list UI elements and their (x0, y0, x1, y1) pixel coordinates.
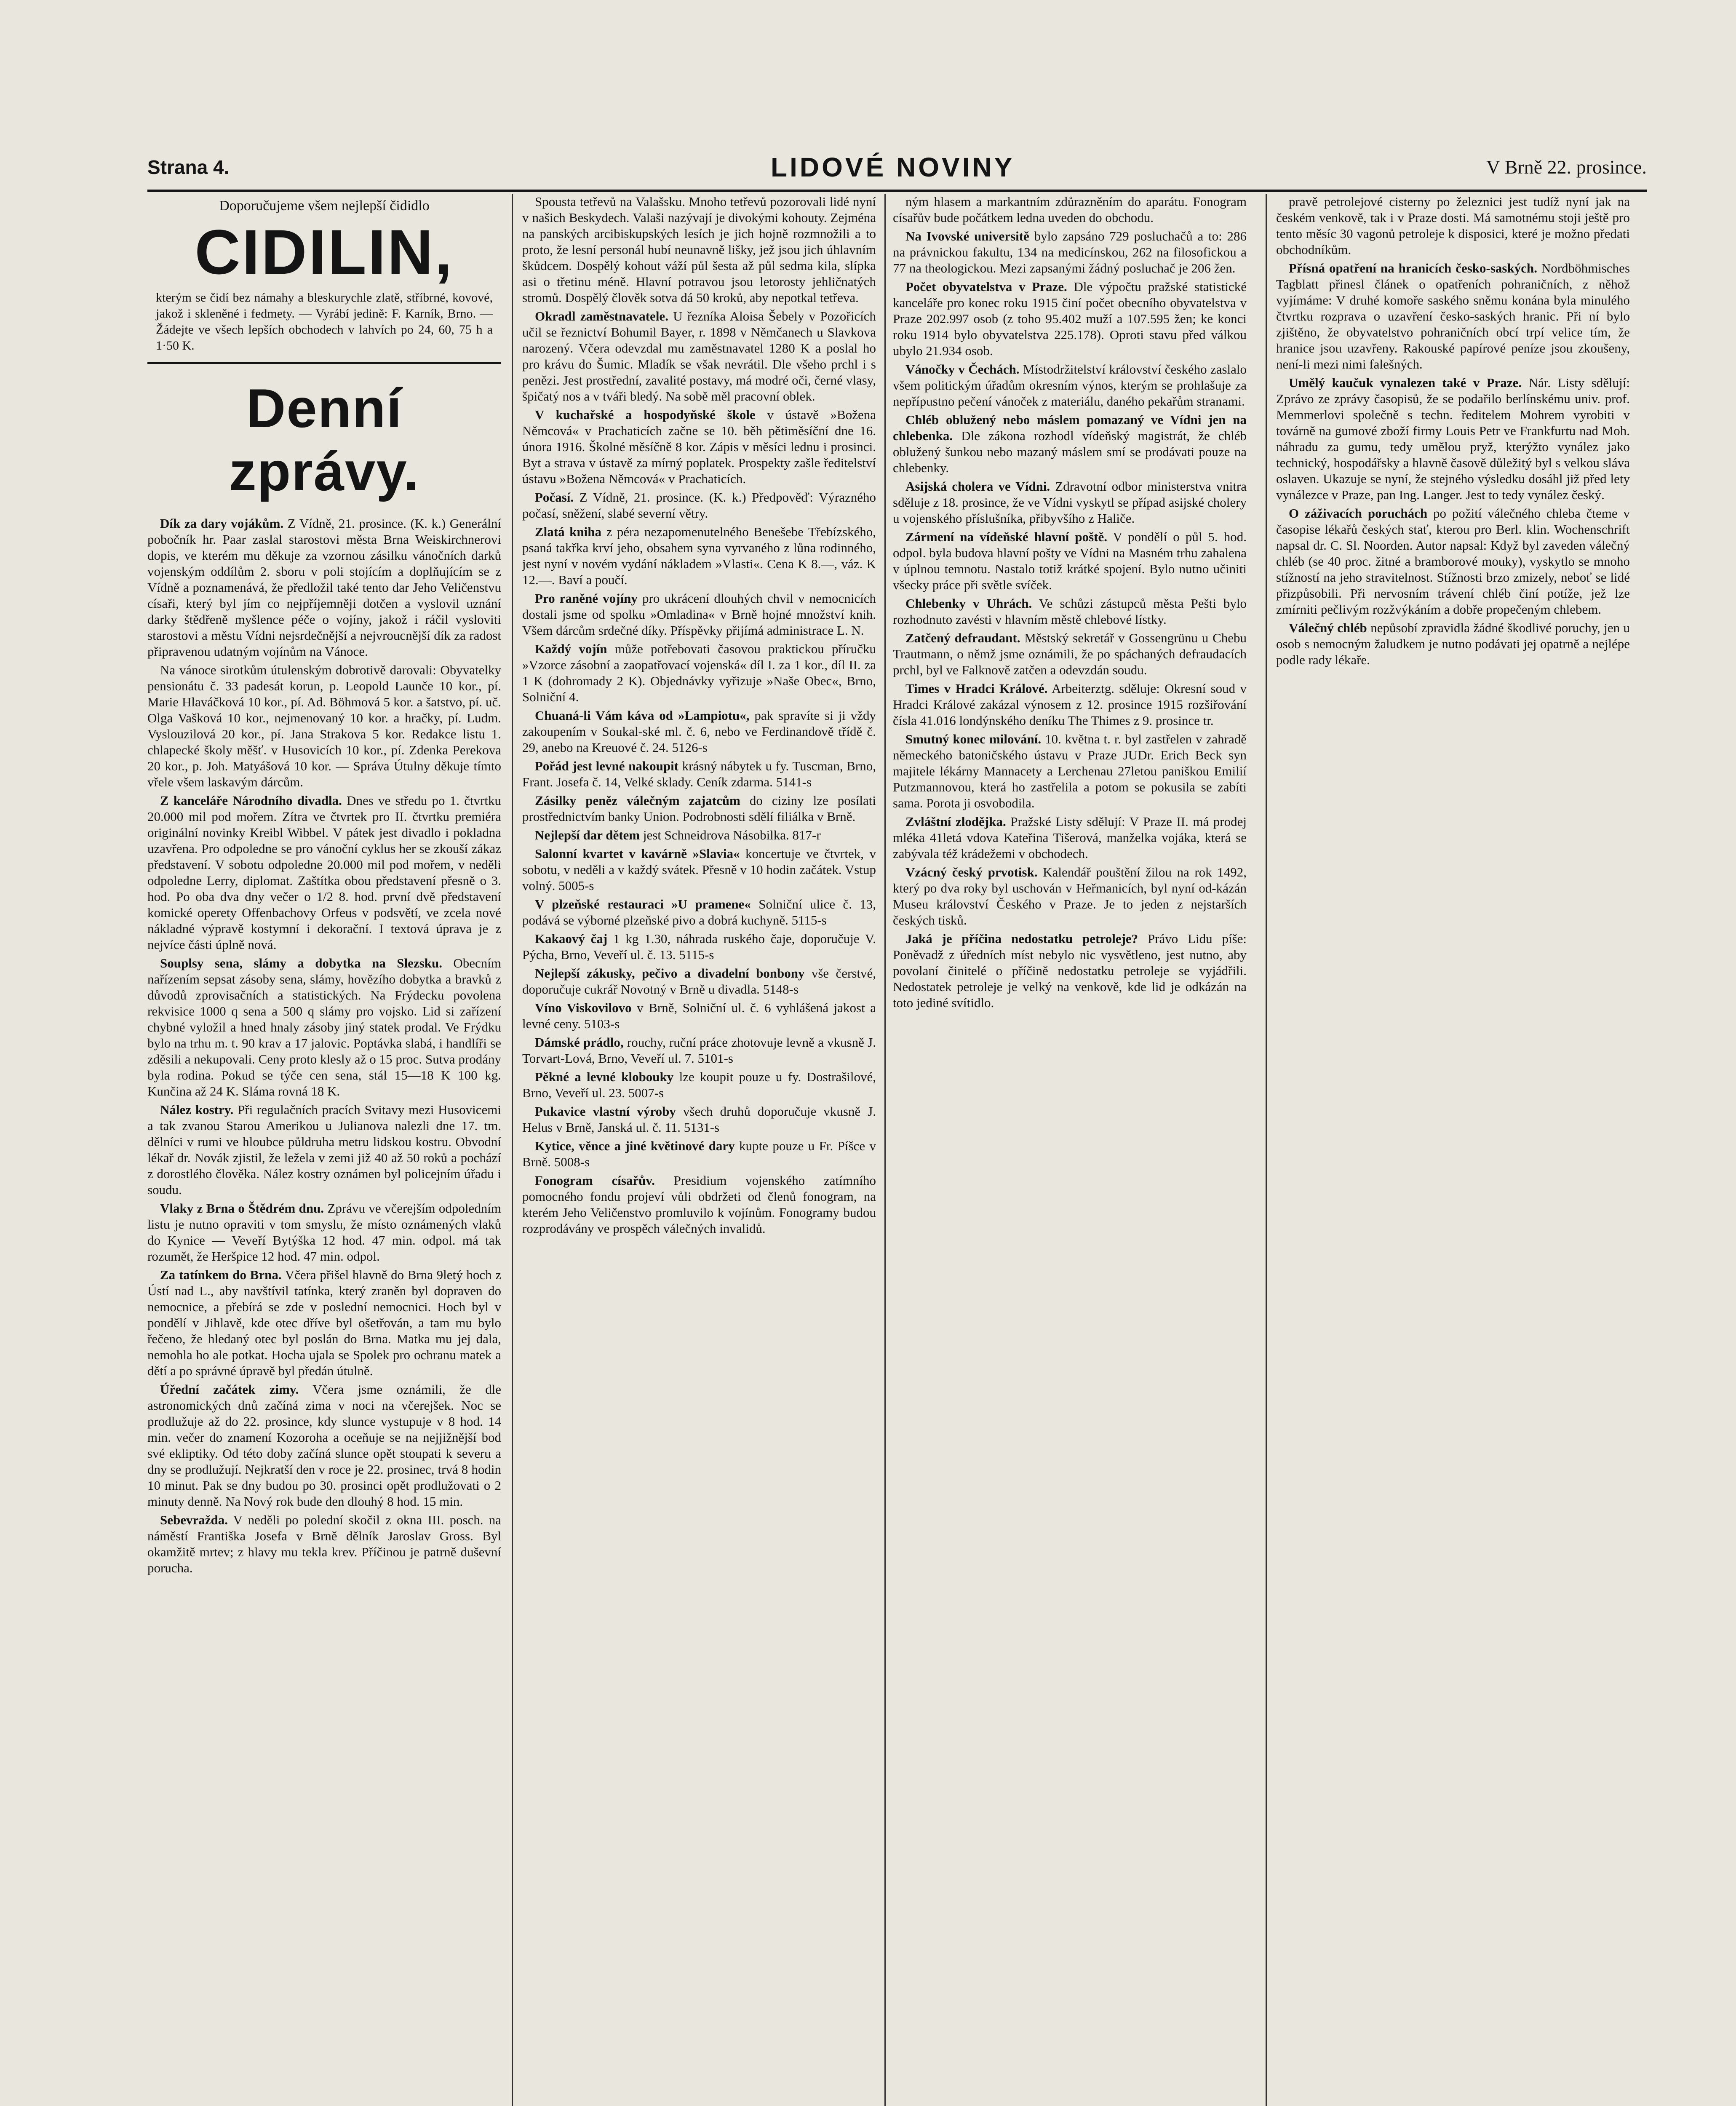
article-paragraph (893, 228, 1247, 276)
newspaper-title: LIDOVÉ NOVINY (771, 152, 1015, 182)
article-heading: Kytice, věnce a jiné květinové dary (535, 1139, 735, 1153)
article-text: Nár. Listy sdělují: Zprávo ze zprávy časopisů, že se podařilo berlínskému univ. prof. Memmerlovi společně s techn. ředitelem Mohrem vyrobiti v továrně na gumové zboží firmy Louis Petr ve Frankfurtu nad Moh. náhradu za gumu, tedy umělou pryž, kterýžto vynález jako technický, hospodářsky a hlavně časově důležitý byl s velkou sláva oslaven. Ukazuje se nyní, že stejného výsledku dosáhl již před lety vynálezce v Praze, pan Ing. Langer. Jest to tedy vynález český. (1276, 375, 1630, 502)
column-rule (1266, 194, 1267, 2106)
column-3 (893, 194, 1247, 2106)
article-text: může potřebovati časovou praktickou příručku »Vzorce zásobní a zaopatřovací vojenská« díl I. za 1 kor., díl II. za 1 K (dohromady 2 K). Objednávky vyřizuje »Naše Obec«, Brno, Solniční 4. (522, 641, 876, 704)
column-4-articles (1276, 194, 1630, 668)
article-heading: Kakaový čaj (535, 931, 608, 946)
article-paragraph (522, 194, 876, 306)
article-text: V neděli po polední skočil z okna III. posch. na náměstí Františka Josefa v Brně dělník Jaroslav Gross. Byl okamžitě mrtev; z hlavy mu tekla krev. Příčinou je patrně duševní porucha. (147, 1513, 501, 1575)
article-paragraph (522, 931, 876, 963)
article-text: Na vánoce sirotkům útulenským dobrotivě darovali: Obyvatelky pensionátu č. 33 padesát korun, p. Leopold Launče 10 kor., pí. Marie Hlaváčková 10 kor., pí. Ad. Böhmová 5 kor. a šatstvo, pí. uč. Olga Vašková 10 kor., nejmenovaný 10 kor. a hračky, pí. Ludm. Vyslouzilová 20 kor., pí. Jana Strakova 5 kor. Redakce listu 1. chlapecké školy měšť. v Husovicích 10 kor., pí. Zdenka Perekova 20 kor., p. Joh. Matyášová 10 kor. — Správa Útulny děkuje tímto vřele všem laskavým dárcům. (147, 663, 501, 789)
article-heading: Times v Hradci Králové. (905, 681, 1048, 696)
article-heading: Okradl zaměstnavatele. (535, 309, 668, 323)
article-heading: Z kanceláře Národního divadla. (160, 793, 342, 808)
article-paragraph (147, 1102, 501, 1198)
article-paragraph (1276, 620, 1630, 668)
dateline: V Brně 22. prosince. (1486, 156, 1647, 178)
article-heading: Salonní kvartet v kavárně »Slavia« (535, 846, 740, 861)
article-heading: Umělý kaučuk vynalezen také v Praze. (1289, 375, 1522, 390)
article-heading: Chléb oblužený nebo máslem pomazaný ve Vídni jen na chlebenka. (893, 412, 1247, 443)
article-heading: Na Ivovské universitě (905, 229, 1029, 243)
article-text: krásný nábytek u fy. Tuscman, Brno, Frant. Josefa č. 14, Velké sklady. Ceník zdarma. 5141-s (522, 759, 876, 789)
article-text: V pondělí o půl 5. hod. odpol. byla budova hlavní pošty ve Vídni na Masném trhu zahalena v úplnou temnotu. Nastalo totiž krátké spojení. Bylo nutno učiniti všecky práce při světle svíček. (893, 529, 1247, 592)
article-heading: Fonogram císařův. (535, 1173, 655, 1188)
article-text: Zdravotní odbor ministerstva vnitra sděluje z 18. prosince, že ve Vídni vyskytl se případ asijské cholery u vojenského příslušníka, přibyvšího z Haliče. (893, 479, 1247, 526)
column-1 (147, 194, 501, 2106)
article-heading: Pukavice vlastní výroby (535, 1104, 676, 1119)
column-3-articles (893, 194, 1247, 1011)
article-text: do ciziny lze posílati prostřednictvím banky Union. Podrobnosti sdělí filiálka v Brně. (522, 793, 876, 824)
article-heading: Pořád jest levné nakoupit (535, 759, 679, 773)
article-text: ným hlasem a markantním zdůrazněním do aparátu. Fonogram císařův bude počátkem ledna uveden do obchodu. (893, 194, 1247, 225)
article-paragraph (893, 361, 1247, 409)
article-paragraph (522, 896, 876, 928)
article-text: U řezníka Aloisa Šebely v Pozořicích učil se řeznictví Bohumil Bayer, r. 1898 v Němčanech u Slavkova narozený. Včera odevzdal mu zaměstnavatel 1280 K a poslal ho pro krávu do Šumic. Mladík se však nevrátil. Dle všeho prchl i s penězi. Jest prostřední, zavalité postavy, má modré oči, černé vlasy, špičatý nos a v tváři bledý. Na sobě měl pracovní oblek. (522, 309, 876, 404)
article-paragraph (147, 1267, 501, 1379)
article-text: jest Schneidrova Násobilka. 817-r (643, 828, 821, 842)
article-paragraph (522, 1173, 876, 1237)
article-paragraph (147, 1382, 501, 1510)
article-text: Obecním nařízením sepsat zásoby sena, slámy, hovězího dobytka a bravků z důvodů zprovisačních a statistických. Na Frýdecku povolena rekvisice 1000 q sena a 500 q slámy pro vojsko. Lid si zařízení chybné vyložil a hned hnaly zásoby jiný statek prodal. Ve Frýdku bylo na trhu m. t. 90 krav a 17 jalovic. Poptávka slabá, i handlíři se zděsili a nekupovali. Ceny proto klesly až o 15 proc. Sutva prodány byla rodina. Pokud se týče cen sena, stál 15—18 K 100 kg. Kunčina až 24 K. Sláma rovná 18 K. (147, 956, 501, 1098)
article-text: Kalendář pouštění žilou na rok 1492, který po dva roky byl uschován v Heřmanicích, byl nyní od-kázán Museu království Českého v Praze. Je to jeden z nejstarších českých tisků. (893, 865, 1247, 927)
article-paragraph (893, 412, 1247, 476)
article-heading: Smutný konec milování. (905, 732, 1042, 746)
article-text: rouchy, ruční práce zhotovuje levně a vkusně J. Torvart-Lová, Brno, Veveří ul. 7. 5101-s (522, 1035, 876, 1066)
article-heading: Za tatínkem do Brna. (160, 1267, 282, 1282)
article-text: Pražské Listy sdělují: V Praze II. má prodej mléka 41letá vdova Kateřina Tišerová, manželka vojáka, která se zabývala též krádežemi v obchodech. (893, 814, 1247, 861)
article-heading: Nejlepší dar dětem (535, 828, 640, 842)
article-heading: Dámské prádlo, (535, 1035, 624, 1050)
article-heading: Víno Viskovilovo (535, 1000, 632, 1015)
article-paragraph (147, 793, 501, 953)
column-rule (884, 194, 886, 2106)
article-paragraph (522, 758, 876, 790)
article-paragraph (1276, 260, 1630, 372)
article-heading: Nejlepší zákusky, pečivo a divadelní bonbony (535, 966, 805, 981)
article-heading: Přísná opatření na hranicích česko-saských. (1289, 261, 1537, 275)
article-heading: Souplsy sena, slámy a dobytka na Slezsku. (160, 956, 442, 970)
article-text: 1 kg 1.30, náhrada ruského čaje, doporučuje V. Pýcha, Brno, Veveří ul. č. 13. 5115-s (522, 931, 876, 962)
article-heading: Chlebenky v Uhrách. (905, 596, 1032, 611)
article-paragraph (522, 489, 876, 521)
article-heading: Sebevražda. (160, 1513, 228, 1527)
article-heading: Pěkné a levné klobouky (535, 1069, 674, 1084)
article-heading: Chuaná-li Vám káva od »Lampiotu«, (535, 708, 750, 723)
masthead-rule (147, 190, 1647, 192)
article-paragraph (893, 864, 1247, 928)
article-paragraph (522, 591, 876, 639)
article-paragraph (147, 1512, 501, 1576)
article-paragraph (522, 1138, 876, 1170)
article-text: z péra nezapomenutelného Benešebe Třebízského, psaná takřka krví jeho, obsahem syna vyrvaného z lůna rodinného, jest nyní v novém vydání nákladem »Vlasti«. Cena K 8.—, váz. K 12.—. Baví a poučí. (522, 524, 876, 587)
article-heading: Asijská cholera ve Vídni. (905, 479, 1050, 494)
article-heading: Pro raněné vojíny (535, 591, 638, 606)
article-paragraph (522, 1104, 876, 1136)
article-paragraph (522, 846, 876, 894)
article-text: pravě petrolejové cisterny po železnici jest tudíž nyní jak na českém venkově, tak i v Praze dosti. Má samotnému stoji ještě pro tento měsíc 30 vagonů petroleje k disposici, které je možno předati obchodníkům. (1276, 194, 1630, 257)
article-heading: Nález kostry. (160, 1102, 234, 1117)
article-text: Nordböhmisches Tagblatt přinesl článek o opatřeních pohraničních, z něhož vyjímáme: V druhé komoře saského sněmu konána byla minulého čtvrtku rozprava o uzavření česko-saských hranic. Při ní bylo zjištěno, že obyvatelstvo pohraničních obcí trpí velice tím, že hranice jsou uzavřeny. Rakouské papírové peníze jsou zkoušeny, není-li mezi nimi falešných. (1276, 261, 1630, 371)
article-heading: Zásilky peněz válečným zajatcům (535, 793, 740, 808)
article-heading: Každý vojín (535, 641, 607, 656)
article-text: Dnes ve středu po 1. čtvrtku 20.000 mil pod mořem. Zítra ve čtvrtek pro II. čtvrtku premiéra originální novinky Kreibl Wibbel. V pátek jest divadlo i pokladna uzavřena. Pro odpoledne se pro vánoční cyklus her se zkouší zákaz představení. V sobotu odpoledne 20.000 mil pod mořem, v neděli odpoledne Lerry, diplomat. Zaštítka obou představení přesně o 3. hod. Po oba dva dny večer o 1/2 8. hod. první dvě představení komické operety Offenbachovy Orfeus v podsvětí, ve zcela nové nákladné výpravě kostymní i dekorační. I textová úprava je z nejvíce části úplně nová. (147, 793, 501, 952)
article-paragraph (893, 630, 1247, 678)
article-text: bylo zapsáno 729 posluchačů a to: 286 na právnickou fakultu, 134 na medicínskou, 262 na filosofickou a 77 na theologickou. Mezi zapsanými žádný posluchač je 206 žen. (893, 229, 1247, 275)
article-heading: Válečný chléb (1289, 620, 1367, 635)
article-paragraph (522, 407, 876, 487)
article-text: Arbeiterztg. sděluje: Okresní soud v Hradci Králové zakázal výnosem z 12. prosince 1915 rozšiřování čísla 41.016 londýnského deníku The Thimes z 9. prosince tr. (893, 681, 1247, 728)
article-paragraph (522, 708, 876, 756)
article-paragraph (1276, 505, 1630, 617)
article-heading: Počet obyvatelstva v Praze. (905, 279, 1067, 294)
article-paragraph (147, 1200, 501, 1264)
article-text: Dle zákona rozhodl vídeňský magistrát, že chléb oblužený šunkou nebo mazaný máslem smí se prodávati pouze na chlebenky. (893, 428, 1247, 475)
article-text: Právo Lidu píše: Poněvadž z úředních míst nebylo nic vysvětleno, jest nutno, aby povolaní činitelé o příčině nedostatku petroleje se vyjádřili. Nedostatek petroleje je velký na venkově, kde lid je odkázán na toto jediné svítidlo. (893, 931, 1247, 1010)
article-paragraph (893, 931, 1247, 1011)
article-text: Ve schůzi zástupců města Pešti bylo rozhodnuto zavésti v hlavním městě chlebové lístky. (893, 596, 1247, 627)
article-text: pak spravíte si ji vždy zakoupením v Soukal-ské ml. č. 6, nebo ve Ferdinandově třídě č. 29, anebo na Kreuové č. 24. 5126-s (522, 708, 876, 755)
article-paragraph (522, 1034, 876, 1066)
article-heading: Zvláštní zlodějka. (905, 814, 1006, 829)
article-text: Solniční ulice č. 13, podává se výborné plzeňské pivo a dobrá kuchyně. 5115-s (522, 897, 876, 927)
article-paragraph (522, 524, 876, 588)
article-text: Zprávu ve včerejším odpoledním listu je nutno opraviti v tom smyslu, že místo oznámených vlaků do Kynice — Veveří Bytýška 12 hod. 47 min. odpol. má tak rozumět, že Heršpice 12 hod. 47 min. odpol. (147, 1201, 501, 1264)
article-paragraph (522, 1069, 876, 1101)
column-2-articles (522, 194, 876, 1237)
article-text: v ústavě »Božena Němcová« v Prachaticích začne se 10. běh pětiměsíční dne 16. února 1916. Školné měsíčně 8 kor. Zápis v měsíci lednu i prosinci. Byt a strava v ústavě za mírný poplatek. Prospekty zašle ředitelství ústavu »Božena Němcová« v Prachaticích. (522, 407, 876, 486)
article-text: Včera jsme oznámili, že dle astronomických dnů začíná zima v noci na včerejšek. Noc se prodlužuje až do 22. prosince, kdy slunce vystupuje v 8 hod. 14 min. večer do znamení Kozoroha a oceňuje se na nejjižnější bod své ekliptiky. Od této doby začíná slunce opět stoupati k severu a dny se prodlužují. Nejkratší den v roce je 22. prosinec, trvá 8 hodin 10 minut. Pak se dny budou po 30. prosinci opět prodlužovati o 2 minuty denně. Na Nový rok bude den dlouhý 8 hod. 15 min. (147, 1382, 501, 1509)
article-text: lze koupit pouze u fy. Dostrašilové, Brno, Veveří ul. 23. 5007-s (522, 1069, 876, 1100)
article-text: Dle výpočtu pražské statistické kanceláře pro konec roku 1915 činí počet obecního obyvatelstva v Praze 202.997 osob (z toho 95.402 muží a 107.595 žen; ke konci roku 1914 bylo obyvatelstva 225.178). Oproti stavu před válkou ubylo 21.934 osob. (893, 279, 1247, 358)
article-paragraph (893, 681, 1247, 729)
article-text: nepůsobí zpravidla žádné škodlivé poruchy, jen u osob s nemocným žaludkem je nutno podávati jej opatrně a nejlépe podle rady lékaře. (1276, 620, 1630, 667)
article-heading: Zatčený defraudant. (905, 631, 1020, 645)
article-heading: V kuchařské a hospodyňské škole (535, 407, 756, 422)
ad-brand-name: CIDILIN, (195, 216, 454, 287)
article-paragraph (893, 194, 1247, 226)
article-text: v Brně, Solniční ul. č. 6 vyhlášená jakost a levné ceny. 5103-s (522, 1000, 876, 1031)
column-rule (512, 194, 513, 2106)
article-text: všech druhů doporučuje vkusně J. Helus v Brně, Janská ul. č. 11. 5131-s (522, 1104, 876, 1135)
article-text: Spousta tetřevů na Valašsku. Mnoho tetřevů pozorovali lidé nyní v našich Beskydech. Valaši nazývají je divokými kohouty. Zejména na panských arcibiskupských lesích je jich hojně rozmnožili a to proto, že lesní personál hubí neunavně lišky, jež jsou jich úhlavním škůdcem. Dospělý kohout váží půl šesta až půl sedma kila, slípka asi o třetinu méně. Hlavní potravou jsou letorosty jehličnatých stromů. Dospělý člověk sotva dá 50 kroků, aby nepotkal tetřeva. (522, 194, 876, 305)
article-heading: Vánočky v Čechách. (905, 362, 1020, 377)
column-1-articles (147, 516, 501, 1576)
article-paragraph (893, 814, 1247, 862)
article-paragraph (893, 596, 1247, 628)
ad-body: kterým se čidí bez námahy a bleskurychle zlatě, stříbrné, kovové, jakož i skleněné i fedmety. — Vyrábí jedině: F. Karník, Brno. — Žádejte ve všech lepších obchodech v lahvích po 24, 60, 75 h a 1·50 K. (156, 291, 493, 353)
article-text: vše čerstvé, doporučuje cukrář Novotný v Brně u divadla. 5148-s (522, 966, 876, 997)
column-2 (522, 194, 876, 2106)
article-text: Městský sekretář v Gossengrünu u Chebu Trautmann, o němž jsme oznámili, že po spáchaných defraudacích prchl, byl ve Falknově zatčen a odevzdán soudu. (893, 631, 1247, 677)
masthead (147, 152, 1647, 190)
article-text: Včera přišel hlavně do Brna 9letý hoch z Ústí nad L., aby navštívil tatínka, který zraněn byl dopraven do nemocnice, a přebírá se zde v poslední nemocnici. Hoch byl v pondělí v Jihlavě, kde otec dříve byl ošetřován, a tam mu bylo řečeno, že hledaný otec byl poslán do Brna. Matka mu jej dala, nemohla ho ale potkat. Hocha ujala se Spolek pro ochranu matek a dětí a po správné úpravě byl předán útulně. (147, 1267, 501, 1378)
article-heading: Vzácný český prvotisk. (905, 865, 1038, 879)
article-text: pro ukrácení dlouhých chvil v nemocnicích dostali jsme od spolku »Omladina« v Brně hojné množství knih. Všem dárcům srdečné díky. Příspěvky přijímá administrace L. N. (522, 591, 876, 638)
article-paragraph (893, 529, 1247, 593)
article-text: Presidium vojenského zatímního pomocného fondu projeví vůli obdržeti od členů fonogram, na kterém Jeho Veličenstvo promluvilo k vojínům. Fonogramy budou rozprodávány ve prospěch válečných invalidů. (522, 1173, 876, 1236)
article-heading: Vlaky z Brna o Štědrém dnu. (160, 1201, 324, 1216)
article-paragraph (893, 279, 1247, 359)
article-text: Z Vídně, 21. prosince. (K. k.) Předpověď: Výrazného počasí, sněžení, slabé severní větry. (522, 490, 876, 521)
article-text: koncertuje ve čtvrtek, v sobotu, v neděli a v každý svátek. Přesně v 10 hodin začátek. Vstup volný. 5005-s (522, 846, 876, 893)
article-paragraph (522, 1000, 876, 1032)
article-heading: Počasí. (535, 490, 574, 505)
ad-cidilin (147, 194, 501, 364)
article-paragraph (522, 641, 876, 705)
article-paragraph (1276, 375, 1630, 503)
article-paragraph (522, 827, 876, 843)
article-paragraph (893, 731, 1247, 811)
article-text: 10. května t. r. byl zastřelen v zahradě německého batoničského ústavu v Praze JUDr. Erich Beck syn majitele lékárny Mannacety a Lerchenau 27letou paniškou Emilií Putzmannovou, která ho zastřelila a potom se pokusila se zabíti sama. Porota ji osvobodila. (893, 732, 1247, 810)
article-text: kupte pouze u Fr. Píšce v Brně. 5008-s (522, 1139, 876, 1169)
ad-top-line: Doporučujeme všem nejlepší čididlo (219, 198, 430, 214)
article-text: Místodržitelství království českého zaslalo všem politickým úřadům okresním výnos, kterým se prohlašuje za nepřípustno pečení vánoček z materiálu, daného pekařům stranami. (893, 362, 1247, 409)
article-paragraph (147, 516, 501, 660)
article-paragraph (522, 965, 876, 997)
article-paragraph (893, 478, 1247, 526)
article-paragraph (147, 662, 501, 790)
article-heading: Úřední začátek zimy. (160, 1382, 299, 1397)
article-heading: O záživacích poruchách (1289, 506, 1428, 521)
article-paragraph (522, 793, 876, 825)
page-number: Strana 4. (147, 156, 230, 178)
article-paragraph (147, 955, 501, 1099)
article-text: Při regulačních pracích Svitavy mezi Husovicemi a tak zvanou Starou Amerikou u Julianova nalezli dne 17. tm. dělníci v rumi ve hloubce půldruha metru lidskou kostru. Obvodní lékař dr. Novák zjistil, že ležela v zemi již 40 až 50 roků a pochází z dorostlého člověka. Nález kostry oznámen byl policejním úřadu i soudu. (147, 1102, 501, 1197)
article-text: po požití válečného chleba čteme v časopise lékařů českých stať, kterou pro Berl. klin. Wochenschrift napsal dr. C. Sl. Noorden. Autor napsal: Když byl zaveden válečný chléb (se 40 proc. žitné a bramborové mouky), vyskytlo se mnoho stížností na jeho stravitelnost. Stížnosti brzo zmizely, neboť se lidé přizpůsobili. Při nervosním trávení chléb činí potíže, jež lze zmírniti pečlivým rozžvýkáním a dobře propečeným chlebem. (1276, 506, 1630, 617)
article-paragraph (1276, 194, 1630, 258)
article-paragraph (522, 308, 876, 404)
article-heading: V plzeňské restauraci »U pramene« (535, 897, 751, 911)
column-4 (1276, 194, 1630, 2106)
section-title: Denní zprávy. (229, 377, 420, 502)
article-heading: Dík za dary vojákům. (160, 516, 284, 531)
article-heading: Zlatá kniha (535, 524, 602, 539)
article-heading: Zármení na vídeňské hlavní poště. (905, 529, 1107, 544)
article-text: Z Vídně, 21. prosince. (K. k.) Generální pobočník hr. Paar zaslal starostovi města Brna Weiskirchnerovi dopis, ve kterém mu děkuje za vzornou zásilku vánočních darků vojenským oddílům 2. sboru v poli stojícím a doplňujícím se z Vídně a poznamenává, že předložil také tento dar Jeho Veličenstvu císaři, který byl jím co nejpříjemněji dotčen a vyslovil uznání darky štědřeně myšlence péče o vojíny, jakož i ráčil vysloviti starostovi a městu Vídni nejsrdečnější a nejvroucnější dík za radost připravenou udatným vojínům na Vánoce. (147, 516, 501, 659)
article-heading: Jaká je příčina nedostatku petroleje? (905, 931, 1138, 946)
